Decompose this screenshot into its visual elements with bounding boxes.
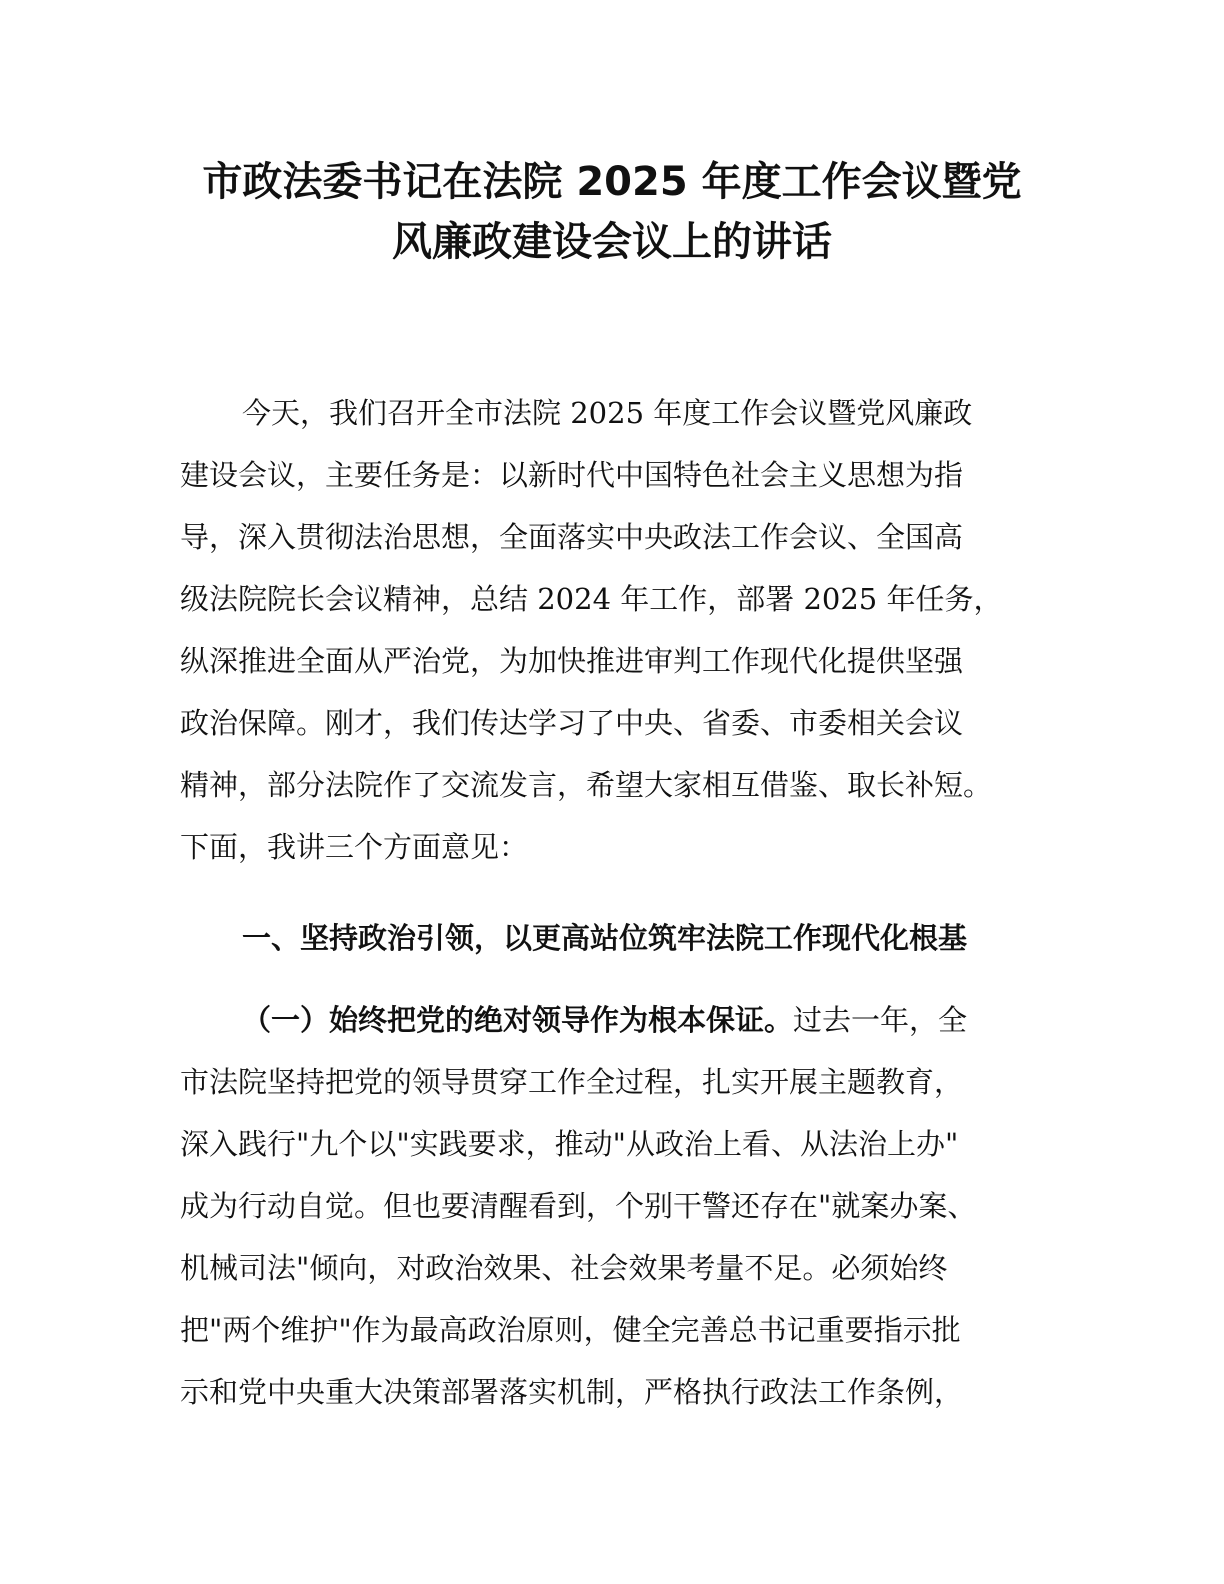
subsection-1-line: 市法院坚持把党的领导贯穿工作全过程，扎实开展主题教育， — [180, 1065, 964, 1099]
document-title-line-1: 市政法委书记在法院 2025 年度工作会议暨党 — [202, 159, 1022, 205]
intro-line: 建设会议，主要任务是：以新时代中国特色社会主义思想为指 — [180, 458, 964, 492]
intro-line: 今天，我们召开全市法院 2025 年度工作会议暨党风廉政 — [242, 396, 973, 430]
document-title-line-2: 风廉政建设会议上的讲话 — [392, 219, 832, 265]
subsection-1-first-rest: 过去一年，全 — [793, 1003, 968, 1037]
section-1-heading: 一、坚持政治引领，以更高站位筑牢法院工作现代化根基 — [242, 921, 968, 955]
subsection-1-line: 示和党中央重大决策部署落实机制，严格执行政法工作条例， — [180, 1375, 964, 1409]
intro-line: 下面，我讲三个方面意见： — [180, 830, 529, 864]
subsection-1-lead: （一）始终把党的绝对领导作为根本保证。 — [242, 1003, 794, 1037]
intro-line: 纵深推进全面从严治党，为加快推进审判工作现代化提供坚强 — [180, 644, 964, 678]
subsection-1-first-line — [242, 1000, 967, 1040]
intro-line: 政治保障。刚才，我们传达学习了中央、省委、市委相关会议 — [180, 706, 964, 740]
intro-line: 精神，部分法院作了交流发言，希望大家相互借鉴、取长补短。 — [180, 768, 993, 802]
subsection-1-line: 机械司法"倾向，对政治效果、社会效果考量不足。必须始终 — [180, 1251, 948, 1285]
intro-line: 级法院院长会议精神，总结 2024 年工作，部署 2025 年任务， — [180, 582, 1003, 616]
subsection-1-line: 深入践行"九个以"实践要求，推动"从政治上看、从法治上办" — [180, 1127, 959, 1161]
intro-line: 导，深入贯彻法治思想，全面落实中央政法工作会议、全国高 — [180, 520, 964, 554]
subsection-1-line: 把"两个维护"作为最高政治原则，健全完善总书记重要指示批 — [180, 1313, 961, 1347]
subsection-1-line: 成为行动自觉。但也要清醒看到，个别干警还存在"就案办案、 — [180, 1189, 977, 1223]
